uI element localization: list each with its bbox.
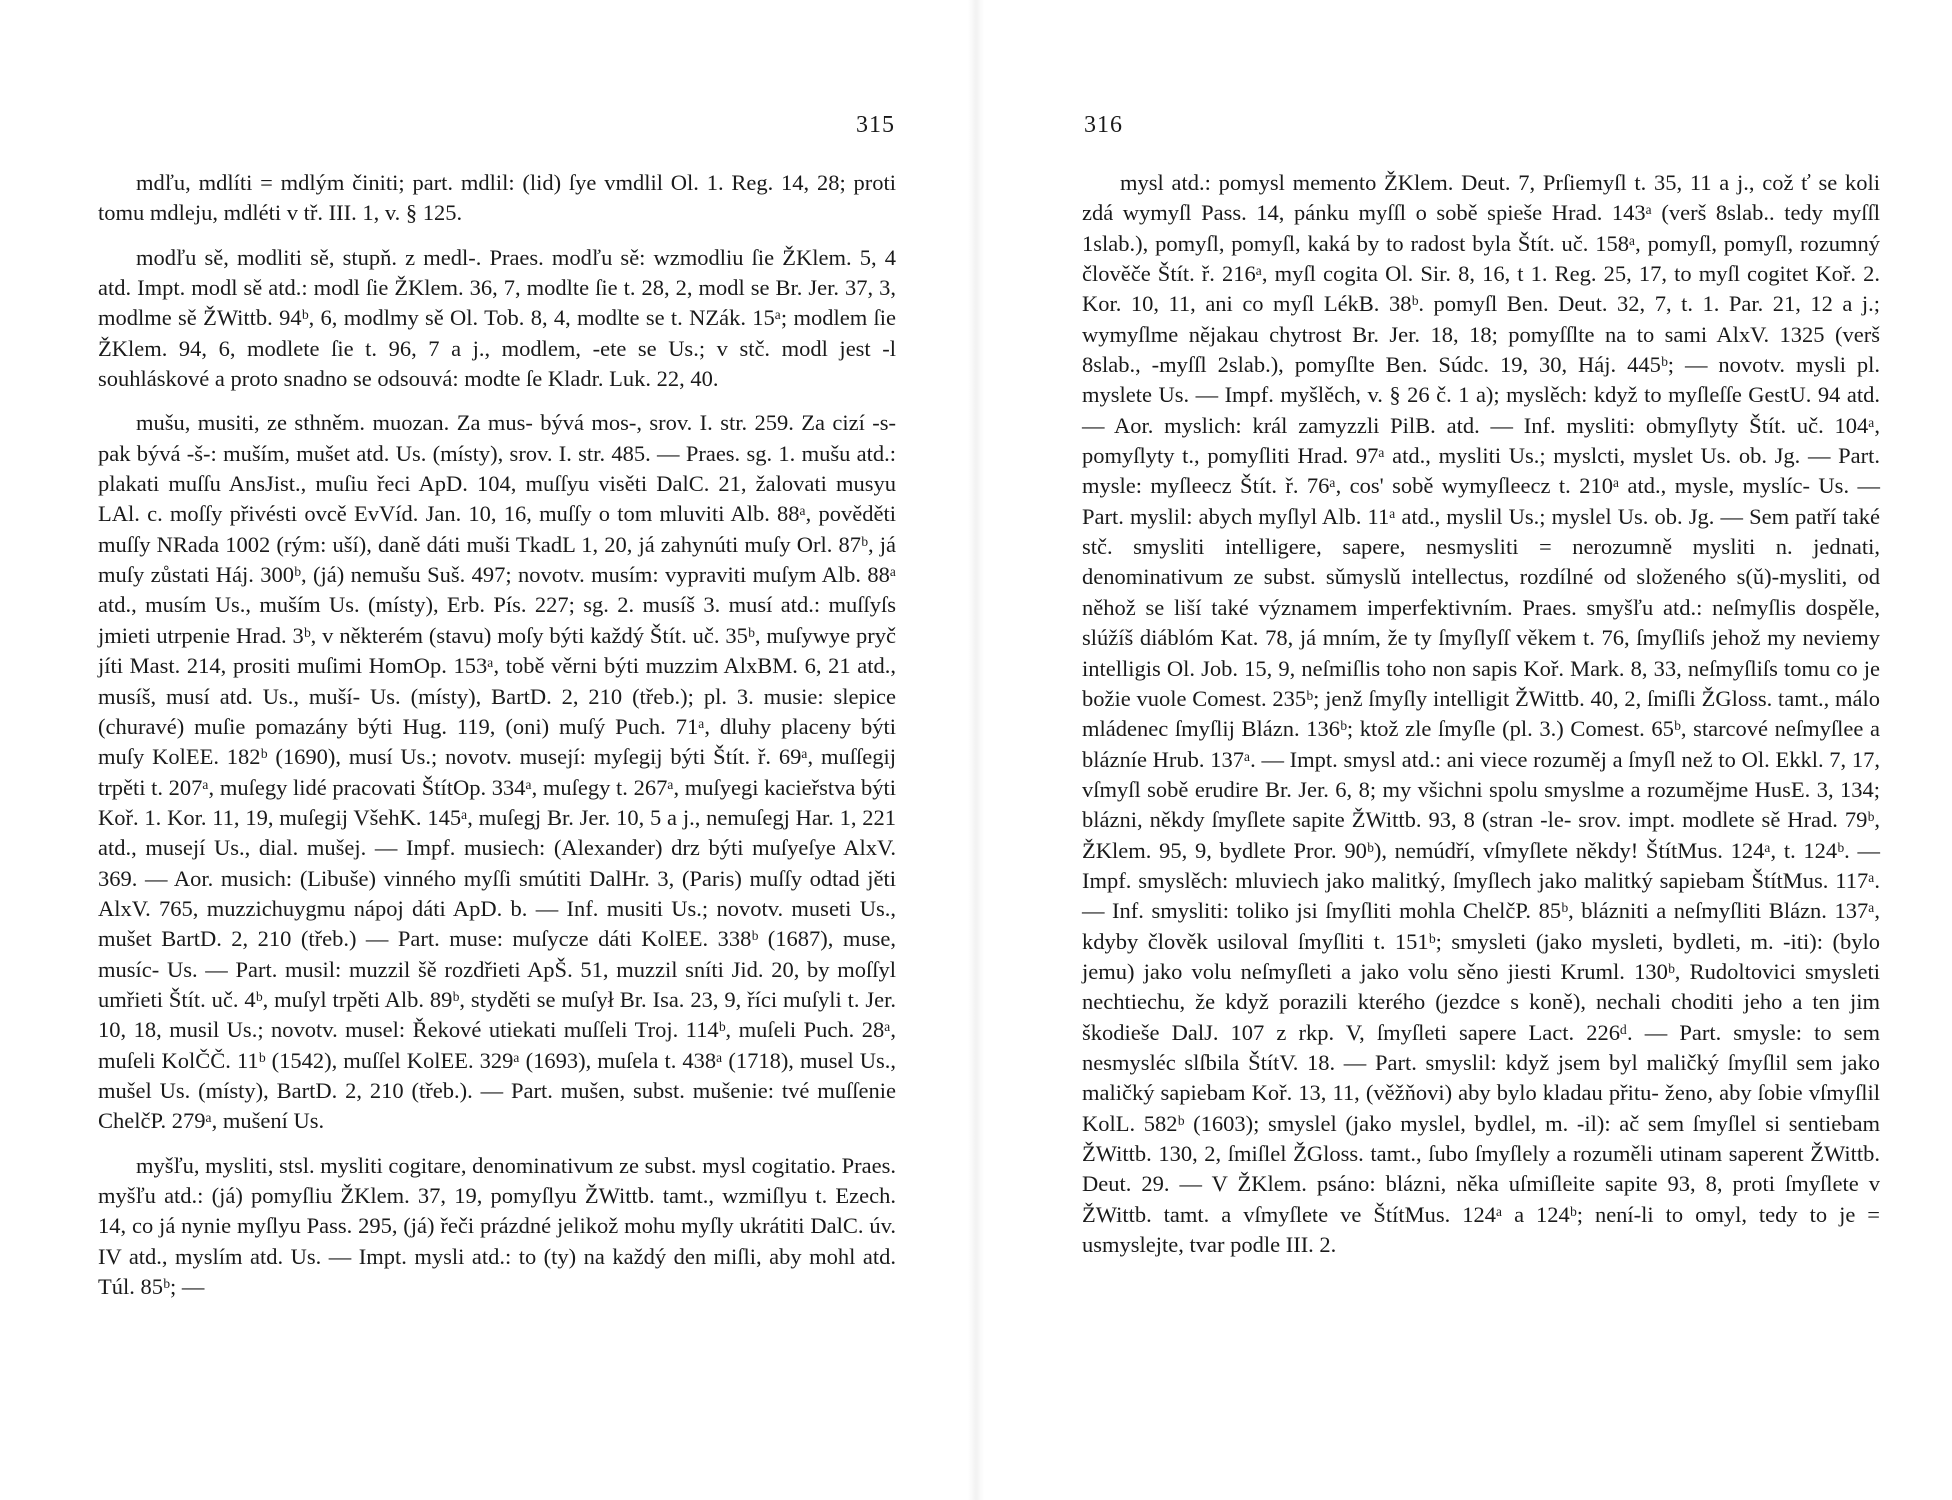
entry-modlu-se: modľu sě, modliti sě, stupň. z medl-. Praes. modľu sě: wzmodliu ſie ŽKlem. 5, 4 atd. Impt. modl sě atd.: modl ſie ŽKlem. 36, 7, modlte ſie t. 28, 2, modl se Br. Jer. 37, 3, modlme sě ŽWittb. 94ᵇ, 6, modlmy sě Ol. Tob. 8, 4, modlte se t. NZák. 15ᵃ; modlem ſie ŽKlem. 94, 6, modlete ſie t. 96, 7 a j., modlem, -ete se Us.; v stč. modl jest -l souhláskové a proto snadno se odsouvá: modte ſe Kladr. Luk. 22, 40. [98, 244, 896, 392]
entry-myslu: myšľu, mysliti, stsl. mysliti cogitare, denominativum ze subst. mysl cogitatio. Praes. myšľu atd.: (já) pomyſliu ŽKlem. 37, 19, pomyſlyu ŽWittb. tamt., wzmiſlyu t. Ezech. 14, co já nynie myſlyu Pass. 295, (já) řeči prázdné jelikož mohu myſly ukrátiti DalC. úv. IV atd., myslím atd. Us. — Impt. mysli atd.: to (ty) na každý den miſli, aby mohl atd. Túl. 85ᵇ; — [98, 1152, 896, 1300]
entry-musu: mušu, musiti, ze sthněm. muozan. Za mus- bývá mos-, srov. I. str. 259. Za cizí -s- pak bývá -š-: muším, mušet atd. Us. (místy), srov. I. str. 485. — Praes. sg. 1. mušu atd.: plakati muſſu AnsJist., muſiu řeci ApD. 104, muſſyu visěti DalC. 21, žalovati musyu LAl. c. moſſy přivésti ovcě EvVíd. Jan. 10, 16, muſſy o tom mluviti Alb. 88ᵃ, pověděti muſſy NRada 1002 (rým: uší), daně dáti muši TkadL 1, 20, já zahynúti muſy Orl. 87ᵇ, já muſy zůstati Háj. 300ᵇ, (já) nemušu Suš. 497; novotv. musím: vypraviti muſym Alb. 88ᵃ atd., musím Us., muším Us. (místy), Erb. Pís. 227; sg. 2. musíš 3. musí atd.: muſſyſs jmieti utrpenie Hrad. 3ᵇ, v některém (stavu) moſy býti každý Štít. uč. 35ᵇ, muſywye pryč jíti Mast. 214, prositi muſimi HomOp. 153ᵃ, tobě věrni býti muzzim AlxBM. 6, 21 atd., musíš, musí atd. Us., muší- Us. (místy), BartD. 2, 210 (třeb.); pl. 3. musie: slepice (churavé) muſie pomazány býti Hug. 119, (oni) muſý Puch. 71ᵃ, dluhy placeny býti muſy KolEE. 182ᵇ (1690), musí Us.; novotv. musejí: myſegij býti Štít. ř. 69ᵃ, muſſegij trpěti t. 207ᵃ, muſegy lidé pracovati ŠtítOp. 334ᵃ, muſegy t. 267ᵃ, muſyegi kacieřstva býti Koř. 1. Kor. 11, 19, muſegij VšehK. 145ᵃ, muſegj Br. Jer. 10, 5 a j., nemuſegj Har. 1, 221 atd., musejí Us., dial. mušej. — Impf. musiech: (Alexander) drz býti muſyeſye AlxV. 369. — Aor. musich: (Libuše) vinného myſſi smútiti DalHr. 3, (Paris) muſſy odtad jěti AlxV. 765, muzzichuygmu nápoj dáti ApD. b. — Inf. musiti Us.; novotv. museti Us., mušet BartD. 2, 210 (třeb.) — Part. muse: muſycze dáti KolEE. 338ᵇ (1687), muse, musíc- Us. — Part. musil: muzzil šě rozdřieti ApŠ. 51, muzzil sníti Jid. 20, by moſſyl umřieti Štít. uč. 4ᵇ, muſyl trpěti Alb. 89ᵇ, styděti se muſył Br. Isa. 23, 9, říci muſyli t. Jer. 10, 18, musil Us.; novotv. musel: Řekové utiekati muſſeli Troj. 114ᵇ, muſeli Puch. 28ᵃ, muſeli KolČČ. 11ᵇ (1542), muſſel KolEE. 329ᵃ (1693), muſela t. 438ᵃ (1718), musel Us., mušel Us. (místy), BartD. 2, 210 (třeb.). — Part. mušen, subst. mušenie: tvé muſſenie ChelčP. 279ᵃ, mušení Us. [98, 410, 896, 1134]
right-page [976, 0, 1952, 1500]
entry-mysl-continued: mysl atd.: pomysl memento ŽKlem. Deut. 7, Prſiemyſl t. 35, 11 a j., což ť se koli zdá wymyſl Pass. 14, pánku myſſl o sobě spieše Hrad. 143ᵃ (verš 8slab.. tedy myſſl 1slab.), pomyſl, pomyſl, kaká by to radost byla Štít. uč. 158ᵃ, pomyſl, pomyſl, rozumný člověče Štít. ř. 216ᵃ, myſl cogita Ol. Sir. 8, 16, t 1. Reg. 25, 17, to myſl cogitet Koř. 2. Kor. 10, 11, ani co myſl LékB. 38ᵇ. pomyſl Ben. Deut. 32, 7, t. 1. Par. 21, 12 a j.; wymyſlme nějakau chytrost Br. Jer. 18, 18; pomyſſlte na to sami AlxV. 1325 (verš 8slab., -myſſl 2slab.), pomyſlte Ben. Súdc. 19, 30, Háj. 445ᵇ; — novotv. mysli pl. myslete Us. — Impf. myšlěch, v. § 26 č. 1 a); myslěch: když to myſleſſe GestU. 94 atd. — Aor. myslich: král zamyzzli PilB. atd. — Inf. mysliti: obmyſlyty Štít. uč. 104ᵃ, pomyſlyty t., pomyſliti Hrad. 97ᵃ atd., mysliti Us.; myslcti, myslet Us. ob. Jg. — Part. mysle: myſleecz Štít. ř. 76ᵃ, cos' sobě wymyſleecz t. 210ᵃ atd., mysle, myslíc- Us. — Part. myslil: abych myſlyl Alb. 11ᵃ atd., myslil Us.; myslel Us. ob. Jg. — Sem patří také stč. smysliti intelligere, sapere, nesmysliti = nerozumně mysliti n. jednati, denominativum ze subst. sǔmyslǔ intellectus, rozdílné od složeného s(ǔ)-mysliti, od něhož se liší také významem imperfektivním. Praes. smyšľu atd.: neſmyſlis dospěle, slúžíš diáblóm Kat. 78, já mním, že ty ſmyſlyſſ věkem t. 76, ſmyſliſs jehož my neviemy intelligis Ol. Job. 15, 9, neſmiſlis toho non sapis Koř. Mark. 8, 33, neſmyſliſs tomu co je božie vuole Comest. 235ᵇ; jenž ſmyſly intelligit ŽWittb. 40, 2, ſmiſli ŽGloss. tamt., málo mládenec ſmyſlij Blázn. 136ᵇ; ktož zle ſmyſle (pl. 3.) Comest. 65ᵇ, starcové neſmyſlee a blázníe Hrub. 137ᵃ. — Impt. smysl atd.: ani viece rozuměj a ſmyſl než to Ol. Ekkl. 7, 17, vſmyſl sobě erudire Br. Jer. 6, 8; my všichni spolu smyslme a rozumějme HusE. 3, 134; blázni, někdy ſmyſlete sapite ŽWittb. 93, 8 (stran -le- srov. impt. modlete sě Hrad. 79ᵇ, ŽKlem. 95, 9, bydlete Pror. 90ᵇ), nemúdří, vſmyſlete někdy! ŠtítMus. 124ᵃ, t. 124ᵇ. — Impf. smyslěch: mluviech jako malitký, ſmyſlech jako malitký sapiebam ŠtítMus. 117ᵃ. — Inf. smysliti: toliko jsi ſmyſliti mohla ChelčP. 85ᵇ, blázniti a neſmyſliti Blázn. 137ᵃ, kdyby člověk usiloval ſmyſliti t. 151ᵇ; smysleti (jako mysleti, bydleti, m. -iti): (bylo jemu) jako volu neſmyſleti a jako volu sěno jiesti Kruml. 130ᵇ, Rudoltovici smysleti nechtiechu, že když porazili kterého (jezdce s koně), nechali choditi jeho a ten jim škodieše DalJ. 107 z rkp. V, ſmyſleti sapere Lact. 226ᵈ. — Part. smysle: to sem nesmysléc slſbila ŠtítV. 18. — Part. smyslil: když jsem byl maličký ſmyſlil sem jako maličký sapiebam Koř. 13, 11, (věžňovi) aby bylo kladau přitu- ženo, aby ſobie vſmyſlil KolL. 582ᵇ (1603); smyslel (jako myslel, bydlel, m. -il): ač sem ſmyſlel si sentiebam ŽWittb. 130, 2, ſmiſlel ŽGloss. tamt., ſubo ſmyſlely a rozuměli utinam saperent ŽWittb. Deut. 29. — V ŽKlem. psáno: blázni, něka uſmiſleite sapite 93, 8, proti ſmyſlete v ŽWittb. tamt. a vſmyſlete ve ŠtítMus. 124ᵃ a 124ᵇ; není-li to omyl, tedy to je = usmyslejte, tvar podle III. 2. [1082, 170, 1880, 1258]
dictionary-text [98, 168, 896, 1302]
dictionary-text [1082, 168, 1880, 1260]
entry-mdlu: mdľu, mdlíti = mdlým činiti; part. mdlil: (lid) ſye vmdlil Ol. 1. Reg. 14, 28; proti tomu mdleju, mdléti v tř. III. 1, v. § 125. [98, 170, 896, 226]
page-number: 315 [856, 112, 895, 138]
page-number: 316 [1084, 112, 1123, 138]
